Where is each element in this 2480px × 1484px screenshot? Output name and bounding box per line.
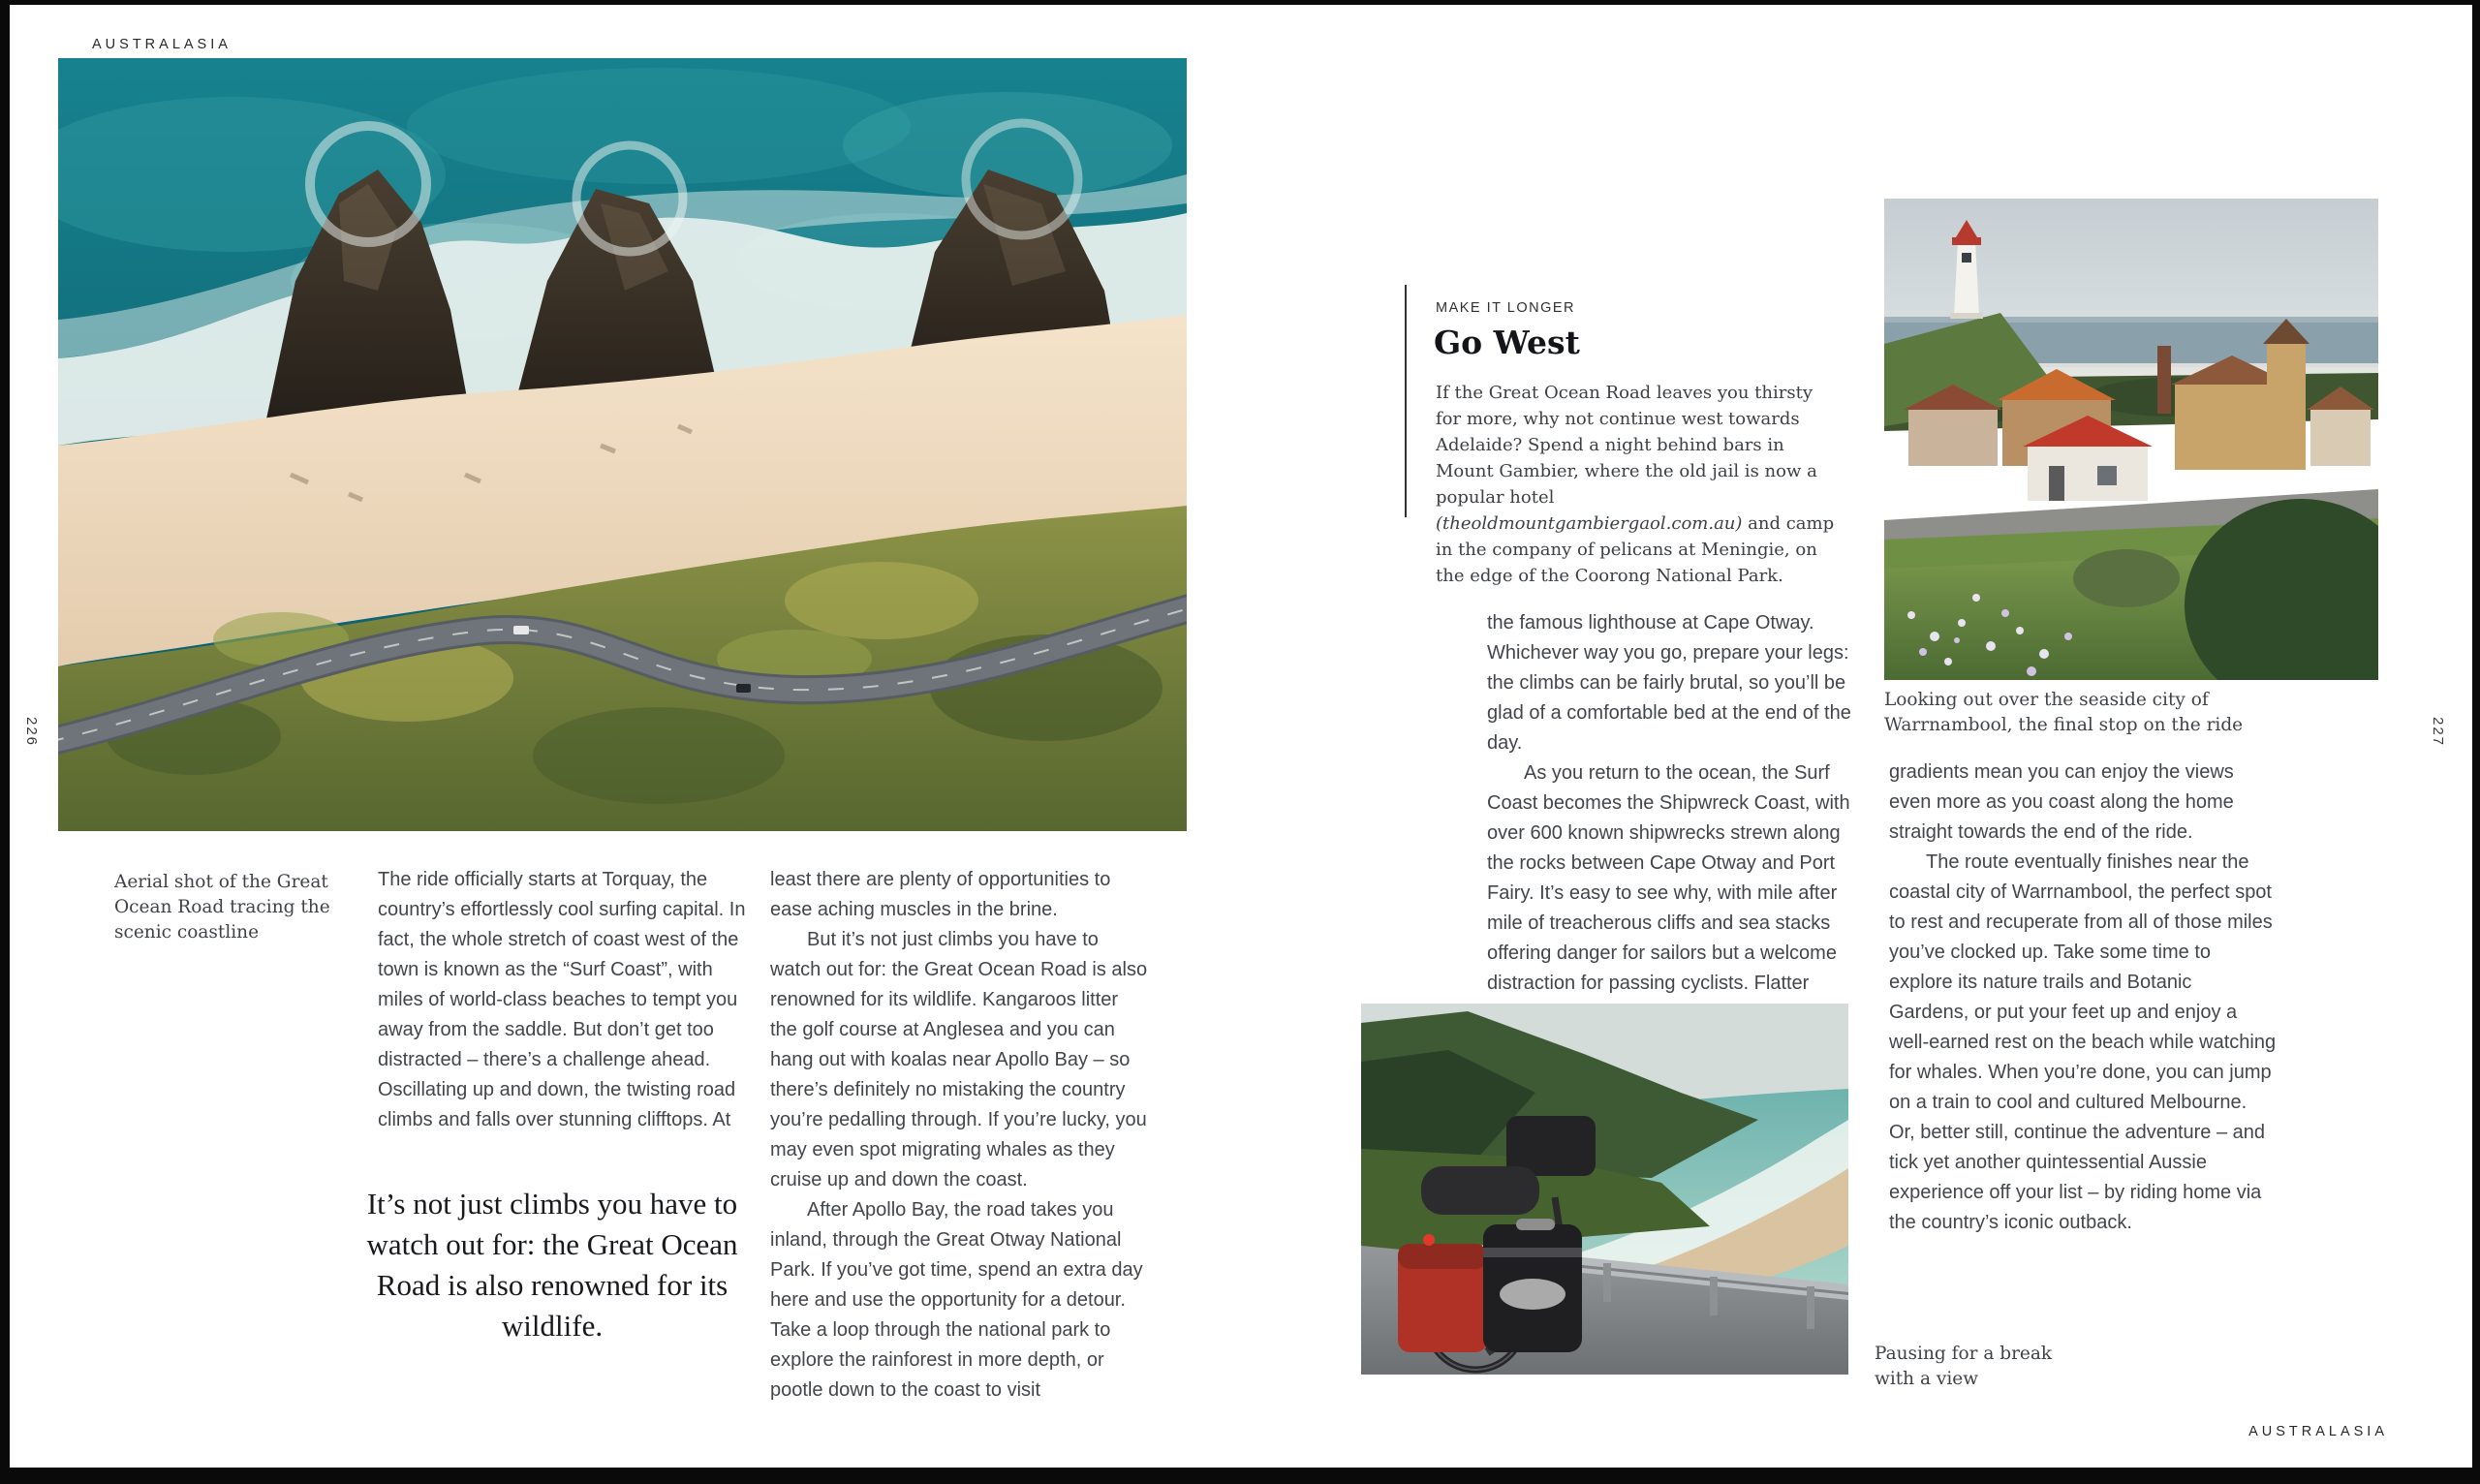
sidebar-body bbox=[1436, 380, 1835, 589]
right-col1-paragraph-1: the famous lighthouse at Cape Otway. Whichever way you go, prepare your legs: the climbs can be fairly brutal, so you’ll be glad of a comfortable bed at the end of the day. bbox=[1487, 612, 1851, 754]
sidebar-text-after-link: and camp in the company of pelicans at Meningie, on the edge of the Coorong National Park. bbox=[1436, 513, 1835, 586]
right-column-2 bbox=[1889, 757, 2277, 1238]
bike-break-illustration bbox=[1361, 1004, 1848, 1375]
left-col2-paragraph-3: After Apollo Bay, the road takes you inland, through the Great Otway National Park. If you’ve got time, spend an extra day here and use the opportunity for a detour. Take a loop through the national park to explore the rainforest in more depth, or pootle down to the coast to visit bbox=[770, 1199, 1143, 1401]
right-running-foot: AUSTRALASIA bbox=[2248, 1424, 2388, 1439]
right-page-number: 227 bbox=[2430, 717, 2446, 748]
right-col1-paragraph-2: As you return to the ocean, the Surf Coast becomes the Shipwreck Coast, with over 600 known shipwrecks strewn along the rocks between Cape Otway and Port Fairy. It’s easy to see why, with mile after mile of treacherous cliffs and sea stacks offering danger for sailors but a welcome distraction for passing cyclists. Flatter bbox=[1487, 762, 1850, 994]
left-col2-paragraph-2: But it’s not just climbs you have to watch out for: the Great Ocean Road is also renowned for its wildlife. Kangaroos litter the golf course at Anglesea and you can hang out with koalas near Apollo Bay – so there’s definitely no mistaking the country you’re pedalling through. If you’re lucky, you may even spot migrating whales as they cruise up and down the coast. bbox=[770, 929, 1148, 1190]
left-col2-paragraph-1: least there are plenty of opportunities to ease aching muscles in the brine. bbox=[770, 869, 1111, 920]
right-col2-paragraph-2: The route eventually finishes near the coastal city of Warrnambool, the perfect spot to rest and recuperate from all of those miles you’ve clocked up. Take some time to explore its nature trails and Botanic Gardens, or put your feet up and enjoy a well-earned rest on the beach while watching for whales. When you’re done, you can jump on a train to cool and cultured Melbourne. Or, better still, continue the adventure – and tick yet another quintessential Aussie experience off your list – by riding home via the country’s iconic outback. bbox=[1889, 851, 2277, 1233]
aerial-coastline-illustration bbox=[58, 58, 1187, 831]
bike-photo-caption: Pausing for a break with a view bbox=[1875, 1344, 2053, 1389]
bike-break-photo bbox=[1361, 1004, 1848, 1375]
sidebar-rule bbox=[1405, 285, 1407, 517]
left-page-number: 226 bbox=[23, 717, 40, 748]
pull-quote: It’s not just climbs you have to watch out for: the Great Ocean Road is also renowned for its wildlife. bbox=[366, 1187, 738, 1343]
left-running-head: AUSTRALASIA bbox=[92, 37, 232, 52]
left-column-1 bbox=[378, 865, 758, 1135]
sidebar-kicker: MAKE IT LONGER bbox=[1436, 300, 1576, 316]
left-column-2 bbox=[770, 865, 1150, 1406]
aerial-photo-caption: Aerial shot of the Great Ocean Road tracing the scenic coastline bbox=[114, 872, 330, 943]
warrnambool-photo bbox=[1884, 199, 2378, 680]
left-col1-paragraph: The ride officially starts at Torquay, the country’s effortlessly cool surfing capital. In fact, the whole stretch of coast west of the town is known as the “Surf Coast”, with miles of world-class beaches to tempt you away from the saddle. But don’t get too distracted – there’s a challenge ahead. Oscillating up and down, the twisting road climbs and falls over stunning clifftops. At bbox=[378, 869, 746, 1130]
right-column-1 bbox=[1487, 608, 1867, 999]
right-col2-paragraph-1: gradients mean you can enjoy the views even more as you coast along the home straight towards the end of the ride. bbox=[1889, 761, 2234, 843]
sidebar-title: Go West bbox=[1434, 324, 1580, 361]
warrnambool-photo-caption: Looking out over the seaside city of Warrnambool, the final stop on the ride bbox=[1884, 690, 2244, 735]
sidebar-printed-url: (theoldmountgambiergaol.com.au) bbox=[1436, 513, 1743, 534]
aerial-coastline-photo bbox=[58, 58, 1187, 831]
sidebar-text-before-link: If the Great Ocean Road leaves you thirsty for more, why not continue west towards Adelaide? Spend a night behind bars in Mount Gambier, where the old jail is now a popular hotel bbox=[1436, 383, 1817, 508]
warrnambool-illustration bbox=[1884, 199, 2378, 680]
